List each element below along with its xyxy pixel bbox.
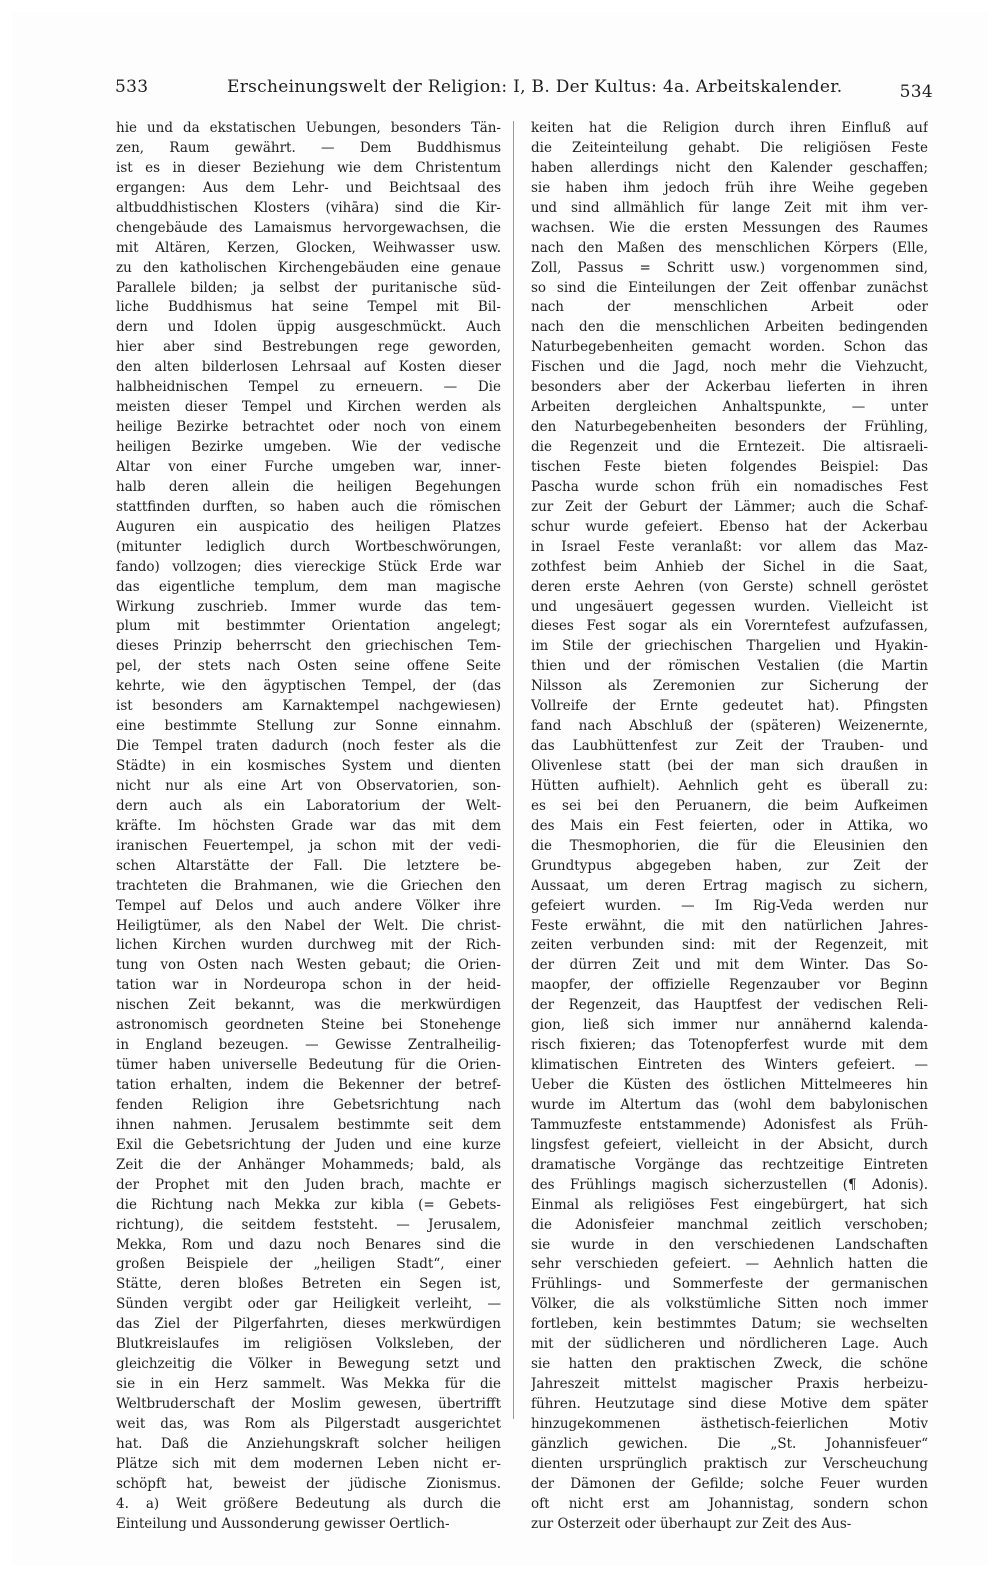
text-line: sie in ein Herz sammelt. Was Mekka für die xyxy=(116,1376,501,1393)
text-line: der dürren Zeit und mit dem Winter. Das So- xyxy=(531,957,928,974)
text-line: Aussaat, um deren Ertrag magisch zu sichern, xyxy=(531,877,928,894)
text-line: richtung), die seitdem feststeht. — Jerusalem, xyxy=(116,1216,501,1233)
text-line: Blutkreislaufes im religiösen Volksleben, der xyxy=(116,1336,501,1353)
text-line: schur wurde gefeiert. Ebenso hat der Ackerbau xyxy=(531,518,928,535)
text-line: Einteilung und Aussonderung gewisser Oertlich- xyxy=(116,1515,450,1532)
text-line: klimatischen Eintreten des Winters gefeiert. — xyxy=(531,1057,928,1074)
text-line: lingsfest gefeiert, vielleicht in der Absicht, durch xyxy=(531,1136,928,1153)
text-line: sehr verschieden gefeiert. — Aehnlich hatten die xyxy=(531,1256,928,1273)
text-line: Feste erwähnt, die mit den natürlichen Jahres- xyxy=(531,917,928,934)
text-line: in Israel Feste veranlaßt: vor allem das Maz- xyxy=(531,538,928,555)
text-line: gänzlich gewichen. Die „St. Johannisfeuer“ xyxy=(531,1435,928,1452)
text-line: ergangen: Aus dem Lehr- und Beichtsaal des xyxy=(116,179,501,196)
text-line: gefeiert wurden. — Im Rig-Veda werden nur xyxy=(531,897,928,914)
text-line: so sind die Einteilungen der Zeit offenbar zunächst xyxy=(531,279,928,296)
text-line: tischen Feste bieten folgendes Beispiel: Das xyxy=(531,458,928,475)
text-line: das eigentliche templum, dem man magische xyxy=(116,578,501,595)
text-line: stattfinden durften, so haben auch die römischen xyxy=(116,498,501,515)
text-line: trachteten die Brahmanen, wie die Griechen den xyxy=(116,877,501,894)
text-line: in England bezeugen. — Gewisse Zentralheilig- xyxy=(116,1037,501,1054)
text-line: fenden Religion ihre Gebetsrichtung nach xyxy=(116,1096,501,1113)
text-line: es sei bei den Peruanern, die beim Aufkeimen xyxy=(531,797,928,814)
text-line: im Stile der griechischen Thargelien und Hyakin- xyxy=(531,638,928,655)
running-header xyxy=(115,74,933,104)
text-line: hinzugekommenen ästhetisch-feierlichen Motiv xyxy=(531,1415,928,1432)
text-line: zu den katholischen Kirchengebäuden eine genaue xyxy=(116,259,501,276)
text-line: tation war in Nordeuropa schon in der heid- xyxy=(116,977,501,994)
text-line: pel, der stets nach Osten seine offene Seite xyxy=(116,658,501,675)
text-line: plum mit bestimmter Orientation angelegt; xyxy=(116,618,501,635)
text-line: schöpft hat, beweist der jüdische Zionismus. xyxy=(116,1475,501,1492)
text-line: Tempel auf Delos und auch andere Völker ihre xyxy=(116,897,501,914)
text-line: führen. Heutzutage sind diese Motive dem später xyxy=(531,1396,928,1412)
text-line: Plätze sich mit dem modernen Leben nicht er- xyxy=(116,1455,501,1472)
text-line: altbuddhistischen Klosters (vihāra) sind die Kir- xyxy=(116,199,501,216)
text-line: Stätte, deren bloßes Betreten ein Segen ist, xyxy=(116,1276,501,1293)
text-line: der Prophet mit den Juden brach, machte er xyxy=(116,1176,501,1193)
text-line: (mitunter lediglich durch Wortbeschwörungen, xyxy=(116,538,501,555)
text-line: dienten ursprünglich praktisch zur Verscheuchung xyxy=(531,1455,928,1472)
text-line: Jahreszeit mittelst magischer Praxis herbeizu- xyxy=(531,1376,928,1393)
text-line: nischen Zeit bekannt, was die merkwürdigen xyxy=(116,997,501,1014)
text-line: den Naturbegebenheiten besonders der Frühling, xyxy=(531,419,928,436)
text-line: Wirkung zuschrieb. Immer wurde das tem- xyxy=(116,598,501,615)
text-line: Olivenlese statt (bei der man sich draußen in xyxy=(531,758,928,774)
text-line: zeiten verbunden sind: mit der Regenzeit, mit xyxy=(531,937,928,954)
text-line: Ueber die Küsten des östlichen Mittelmeeres hin xyxy=(531,1077,928,1093)
text-line: halb deren allein die heiligen Begehungen xyxy=(116,478,501,495)
text-line: Nilsson als Zeremonien zur Sicherung der xyxy=(531,678,928,695)
text-line: den alten bilderlosen Lehrsaal auf Kosten dieser xyxy=(116,359,501,376)
text-line: liche Buddhismus hat seine Tempel mit Bil- xyxy=(116,299,501,316)
text-line: Parallele bilden; ja selbst der puritanische süd- xyxy=(116,279,501,296)
text-line: schen Altarstätte der Fall. Die letztere be- xyxy=(116,857,501,874)
text-line: deren erste Aehren (von Gerste) schnell geröstet xyxy=(531,578,928,595)
text-line: thien und der römischen Vestalien (die Martin xyxy=(531,658,928,675)
text-line: Heiligtümer, als den Nabel der Welt. Die christ- xyxy=(116,917,501,934)
text-line: wurde im Altertum das (wohl dem babylonischen xyxy=(531,1096,928,1113)
text-line: nicht nur als eine Art von Observatorien, son- xyxy=(116,777,501,794)
text-line: das Laubhüttenfest zur Zeit der Trauben- und xyxy=(531,738,928,755)
text-line: Tammuzfeste entstammende) Adonisfest als Früh- xyxy=(531,1116,928,1133)
text-line: Arbeiten dergleichen Anhaltspunkte, — unter xyxy=(531,399,928,416)
text-line: das Ziel der Pilgerfahrten, dieses merkwürdigen xyxy=(116,1316,501,1333)
text-line: ist besonders am Karnaktempel nachgewiesen) xyxy=(116,698,501,715)
text-line: chengebäude des Lamaismus hervorgewachsen, die xyxy=(116,219,501,236)
text-line: Naturbegebenheiten gemacht worden. Schon das xyxy=(531,339,928,356)
text-line: astronomisch geordneten Steine bei Stonehenge xyxy=(116,1017,501,1034)
text-line: Einmal als religiöses Fest eingebürgert, hat sich xyxy=(531,1196,928,1213)
text-line: die Adonisfeier manchmal zeitlich verschoben; xyxy=(531,1216,928,1233)
text-line: Grundtypus abgegeben haben, zur Zeit der xyxy=(531,857,928,874)
text-line: der Dämonen der Gefilde; solche Feuer wurden xyxy=(531,1475,928,1492)
text-line: hier aber sind Bestrebungen rege geworden, xyxy=(116,339,501,356)
text-line: und sind allmählich für lange Zeit mit ihm ver- xyxy=(531,199,928,216)
text-line: Die Tempel traten dadurch (noch fester als die xyxy=(116,738,501,755)
text-line: gion, ließ sich immer nur annähernd kalenda- xyxy=(531,1017,928,1034)
text-line: meisten dieser Tempel und Kirchen werden als xyxy=(116,399,501,416)
text-line: hie und da ekstatischen Uebungen, besonders Tän- xyxy=(116,120,501,136)
running-title: Erscheinungswelt der Religion: I, B. Der Kultus: 4a. Arbeitskalender. xyxy=(227,77,843,97)
text-column-left xyxy=(116,119,501,1535)
text-line: heiligen Bezirke umgeben. Wie der vedische xyxy=(116,439,501,455)
text-line: iranischen Feuertempel, ja schon mit der vedi- xyxy=(116,837,501,854)
text-line: 4. a) Weit größere Bedeutung als durch die xyxy=(116,1495,501,1512)
text-line: gleichzeitig die Völker in Bewegung setzt und xyxy=(116,1356,501,1373)
text-line: tümer haben universelle Bedeutung für die Orien- xyxy=(116,1057,501,1074)
text-line: sie wurde in den verschiedenen Landschaften xyxy=(531,1236,928,1253)
column-divider xyxy=(513,121,514,1419)
text-line: risch fixieren; das Totenopferfest wurde mit dem xyxy=(531,1037,928,1054)
text-line: nach den Maßen des menschlichen Körpers (Elle, xyxy=(531,239,928,256)
text-line: heilige Bezirke betrachtet oder noch von einem xyxy=(116,419,501,436)
text-line: nach den die menschlichen Arbeiten bedingenden xyxy=(531,319,928,336)
text-line: Auguren ein auspicatio des heiligen Platzes xyxy=(116,518,501,535)
text-line: fand nach Abschluß der (späteren) Weizenernte, xyxy=(531,718,928,735)
text-line: des Mais ein Fest feierten, oder in Attika, wo xyxy=(531,817,928,834)
text-line: zothfest beim Anhieb der Sichel in die Saat, xyxy=(531,558,928,575)
text-line: dieses Prinzip beherrscht den griechischen Tem- xyxy=(116,638,501,655)
text-line: wachsen. Wie die ersten Messungen des Raumes xyxy=(531,219,928,236)
text-line: Mekka, Rom und dazu noch Benares sind die xyxy=(116,1236,501,1253)
text-line: tation erhalten, indem die Bekenner der betref- xyxy=(116,1077,501,1093)
text-line: Weltbruderschaft der Moslim gewesen, übertrifft xyxy=(116,1396,501,1412)
text-line: sie hatten den praktischen Zweck, die schöne xyxy=(531,1356,928,1373)
text-line: tung von Osten nach Westen gebaut; die Orien- xyxy=(116,957,501,974)
text-line: Sünden vergibt oder gar Heiligkeit verleiht, — xyxy=(116,1296,501,1313)
text-line: dieses Fest sogar als ein Vorerntefest aufzufassen, xyxy=(531,618,928,635)
text-line: großen Beispiele der „heiligen Stadt“, einer xyxy=(116,1256,501,1273)
text-line: haben allerdings nicht den Kalender geschaffen; xyxy=(531,159,928,176)
text-line: sie haben ihm jedoch früh ihre Weihe gegeben xyxy=(531,179,928,196)
text-line: Völker, die als volkstümliche Sitten noch immer xyxy=(531,1296,928,1313)
text-line: Fischen und die Jagd, noch mehr die Viehzucht, xyxy=(531,359,928,376)
page-number-left: 533 xyxy=(115,77,149,97)
text-column-right xyxy=(531,119,928,1535)
text-line: Altar von einer Furche umgeben war, inner- xyxy=(116,458,501,475)
text-line: zur Osterzeit oder überhaupt zur Zeit des Aus- xyxy=(531,1515,852,1532)
text-line: die Zeiteinteilung gehabt. Die religiösen Feste xyxy=(531,139,928,156)
text-line: zur Zeit der Geburt der Lämmer; auch die Schaf- xyxy=(531,498,928,515)
text-line: fortleben, kein bestimmtes Datum; sie wechselten xyxy=(531,1316,928,1333)
text-line: maopfer, der offizielle Regenzauber vor Beginn xyxy=(531,977,928,994)
text-line: Zeit die der Anhänger Mohammeds; bald, als xyxy=(116,1156,501,1173)
text-line: oft nicht erst am Johannistag, sondern schon xyxy=(531,1495,928,1512)
text-line: Hütten aufhielt). Aehnlich geht es überall zu: xyxy=(531,777,928,794)
text-line: Exil die Gebetsrichtung der Juden und eine kurze xyxy=(116,1136,501,1153)
text-line: keiten hat die Religion durch ihren Einfluß auf xyxy=(531,120,928,136)
text-line: besonders aber der Ackerbau lieferten in ihren xyxy=(531,379,928,396)
text-line: Städte) in ein kosmisches System und dienten xyxy=(116,758,501,774)
text-line: mit Altären, Kerzen, Glocken, Weihwasser usw. xyxy=(116,239,501,256)
text-line: Vollreife der Ernte gedeutet hat). Pfingsten xyxy=(531,698,928,715)
text-line: kräfte. Im höchsten Grade war das mit dem xyxy=(116,817,501,834)
text-line: lichen Kirchen wurden durchweg mit der Rich- xyxy=(116,937,501,954)
text-line: mit der südlicheren und nördlicheren Lage. Auch xyxy=(531,1336,928,1353)
text-line: fando) vollzogen; dies viereckige Stück Erde war xyxy=(116,558,501,575)
text-line: die Richtung nach Mekka zur kibla (= Gebets- xyxy=(116,1196,501,1213)
text-line: halbheidnischen Tempel zu erneuern. — Die xyxy=(116,379,501,396)
text-line: eine bestimmte Stellung zur Sonne einnahm. xyxy=(116,718,501,735)
text-line: des Frühlings magisch sicherzustellen (¶ Adonis). xyxy=(531,1176,928,1193)
text-line: ist es in dieser Beziehung wie dem Christentum xyxy=(116,159,501,176)
text-line: Pascha wurde schon früh ein nomadisches Fest xyxy=(531,478,928,495)
text-line: Frühlings- und Sommerfeste der germanischen xyxy=(531,1276,928,1293)
text-line: zen, Raum gewährt. — Dem Buddhismus xyxy=(116,139,501,156)
text-line: weit das, was Rom als Pilgerstadt ausgerichtet xyxy=(116,1415,501,1432)
text-line: Zoll, Passus = Schritt usw.) vorgenommen sind, xyxy=(531,259,928,276)
text-line: der Regenzeit, das Hauptfest der vedischen Reli- xyxy=(531,997,928,1014)
text-line: dern und Idolen üppig ausgeschmückt. Auch xyxy=(116,319,501,336)
page-number-right: 534 xyxy=(899,82,933,102)
text-line: und ungesäuert gegessen wurden. Vielleicht ist xyxy=(531,598,928,615)
text-line: kehrte, wie den ägyptischen Tempel, der (das xyxy=(116,678,501,695)
text-line: ihnen nahmen. Jerusalem bestimmte seit dem xyxy=(116,1116,501,1133)
text-line: die Regenzeit und die Erntezeit. Die altisraeli- xyxy=(531,439,928,455)
text-line: hat. Daß die Anziehungskraft solcher heiligen xyxy=(116,1435,501,1452)
text-line: dern auch als ein Laboratorium der Welt- xyxy=(116,797,501,814)
text-line: dramatische Vorgänge das rechtzeitige Eintreten xyxy=(531,1156,928,1173)
text-line: die Thesmophorien, die für die Eleusinien den xyxy=(531,837,928,854)
text-line: nach der menschlichen Arbeit oder xyxy=(531,299,928,316)
